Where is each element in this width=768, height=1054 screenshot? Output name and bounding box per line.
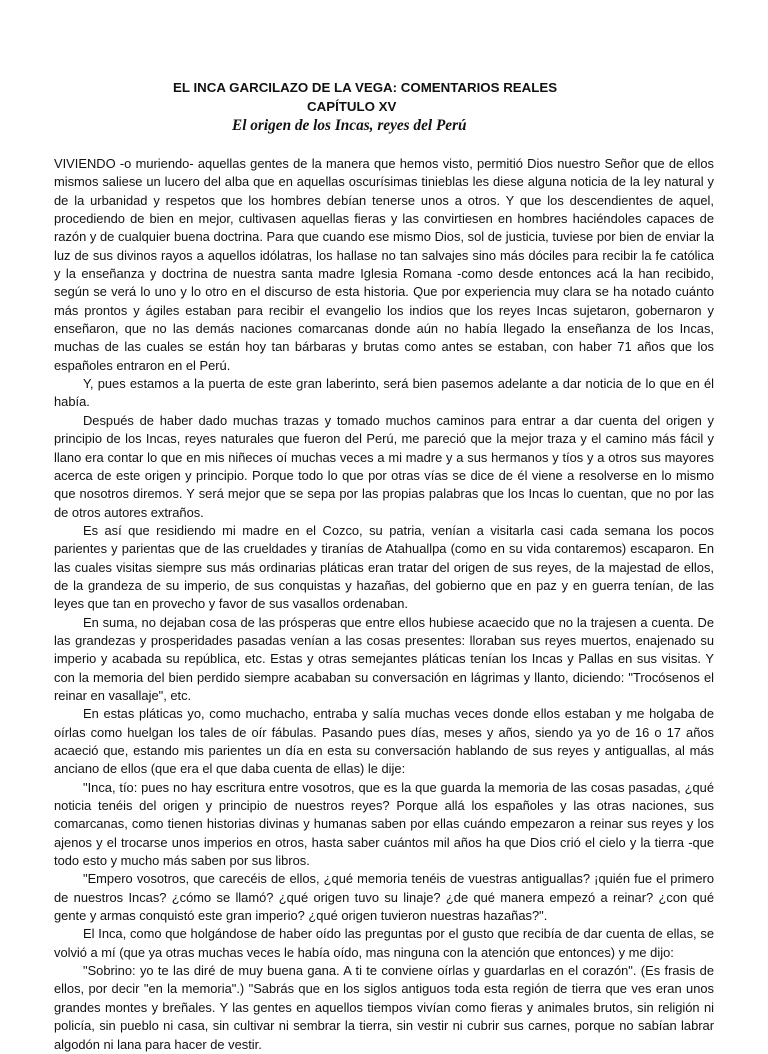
document-title: EL INCA GARCILAZO DE LA VEGA: COMENTARIOS REALES xyxy=(173,80,558,95)
paragraph: Y, pues estamos a la puerta de este gran laberinto, será bien pasemos adelante a dar noticia de lo que en él había. xyxy=(54,376,714,410)
paragraph: "Inca, tío: pues no hay escritura entre vosotros, que es la que guarda la memoria de las cosas pasadas, ¿qué noticia tenéis del origen y principio de nuestros reyes? Porque allá los españoles y las otras naciones, sus comarcanas, como tienen historias divinas y humanas saben por ellas cuándo empezaron a reinar sus reyes y los ajenos y el trocarse unos imperios en otros, hasta saber cuántos mil años ha que Dios crió el cielo y la tierra -que todo esto y mucho más saben por sus libros. xyxy=(54,779,714,869)
paragraph: VIVIENDO -o muriendo- aquellas gentes de la manera que hemos visto, permitió Dios nuestro Señor que de ellos mismos saliese un lucero del alba que en aquellas oscurísimas tinieblas les diese alguna noticia de la ley natural y de la urbanidad y respetos que los hombres debían tenerse unos a otros. Y que los descendientes de aquel, procediendo de bien en mejor, cultivasen aquellas fieras y las convirtiesen en hombres haciéndoles capaces de razón y de cualquier buena doctrina. Para que cuando ese mismo Dios, sol de justicia, tuviese por bien de enviar la luz de sus divinos rayos a aquellos idólatras, los hallase no tan salvajes sino más dóciles para recibir la fe católica y la enseñanza y doctrina de nuestra santa madre Iglesia Romana -como desde entonces acá la han recibido, según se verá lo uno y lo otro en el discurso de esta historia. Que por experiencia muy clara se ha notado cuánto más prontos y ágiles estaban para recibir el evangelio los indios que los reyes Incas sujetaron, gobernaron y enseñaron, que no las demás naciones comarcanas donde aún no había llegado la enseñanza de los Incas, muchas de las cuales se están hoy tan bárbaras y brutas como antes se estaban, con haber 71 años que los españoles entraron en el Perú. xyxy=(54,156,714,373)
document-body xyxy=(54,155,714,1054)
paragraph: "Sobrino: yo te las diré de muy buena gana. A ti te conviene oírlas y guardarlas en el corazón". (Es frasis de ellos, por decir "en la memoria".) "Sabrás que en los siglos antiguos toda esta región de tierra que ves eran unos grandes montes y breñales. Y las gentes en aquellos tiempos vivían como fieras y animales brutos, sin religión ni policía, sin pueblo ni casa, sin cultivar ni sembrar la tierra, sin vestir ni cubrir sus carnes, porque no sabían labrar algodón ni lana para hacer de vestir. xyxy=(54,963,714,1052)
paragraph: El Inca, como que holgándose de haber oído las preguntas por el gusto que recibía de dar cuenta de ellas, se volvió a mí (que ya otras muchas veces le había oído, mas ninguna con la atención que entonces) y me dijo: xyxy=(54,926,714,960)
paragraph: Después de haber dado muchas trazas y tomado muchos caminos para entrar a dar cuenta del origen y principio de los Incas, reyes naturales que fueron del Perú, me pareció que la mejor traza y el camino más fácil y llano era contar lo que en mis niñeces oí muchas veces a mi madre y a sus hermanos y tíos y a otros sus mayores acerca de este origen y principio. Porque todo lo que por otras vías se dice de él viene a resolverse en lo mismo que nosotros diremos. Y será mejor que se sepa por las propias palabras que los Incas lo cuentan, que no por las de otros autores extraños. xyxy=(54,412,714,520)
paragraph: En estas pláticas yo, como muchacho, entraba y salía muchas veces donde ellos estaban y me holgaba de oírlas como huelgan los tales de oír fábulas. Pasando pues días, meses y años, siendo ya yo de 16 o 17 años acaeció que, estando mis parientes un día en esta su conversación hablando de sus reyes y antiguallas, al más anciano de ellos (que era el que daba cuenta de ellas) le dije: xyxy=(54,706,714,777)
paragraph: "Empero vosotros, que carecéis de ellos, ¿qué memoria tenéis de vuestras antiguallas? ¡quién fue el primero de nuestros Incas? ¿cómo se llamó? ¿qué origen tuvo su linaje? ¿de qué manera empezó a reinar? ¿con qué gente y armas conquistó este gran imperio? ¿qué origen tuvieron nuestras hazañas?". xyxy=(54,871,714,924)
chapter-heading: CAPÍTULO XV xyxy=(307,99,397,114)
paragraph: En suma, no dejaban cosa de las prósperas que entre ellos hubiese acaecido que no la trajesen a cuenta. De las grandezas y prosperidades pasadas venían a las cosas presentes: lloraban sus reyes muertos, enajenado su imperio y acabada su república, etc. Estas y otras semejantes pláticas tenían los Incas y Pallas en sus visitas. Y con la memoria del bien perdido siempre acababan su conversación en lágrimas y llanto, diciendo: "Trocósenos el reinar en vasallaje", etc. xyxy=(54,614,714,703)
paragraph: Es así que residiendo mi madre en el Cozco, su patria, venían a visitarla casi cada semana los pocos parientes y parientas que de las crueldades y tiranías de Atahuallpa (como en su vida contaremos) escaparon. En las cuales visitas siempre sus más ordinarias pláticas eran tratar del origen de sus reyes, de la majestad de ellos, de la grandeza de su imperio, de sus conquistas y hazañas, del gobierno que en paz y en guerra tenían, de las leyes que tan en provecho y favor de sus vasallos ordenaban. xyxy=(54,522,714,612)
chapter-subtitle: El origen de los Incas, reyes del Perú xyxy=(232,117,467,134)
